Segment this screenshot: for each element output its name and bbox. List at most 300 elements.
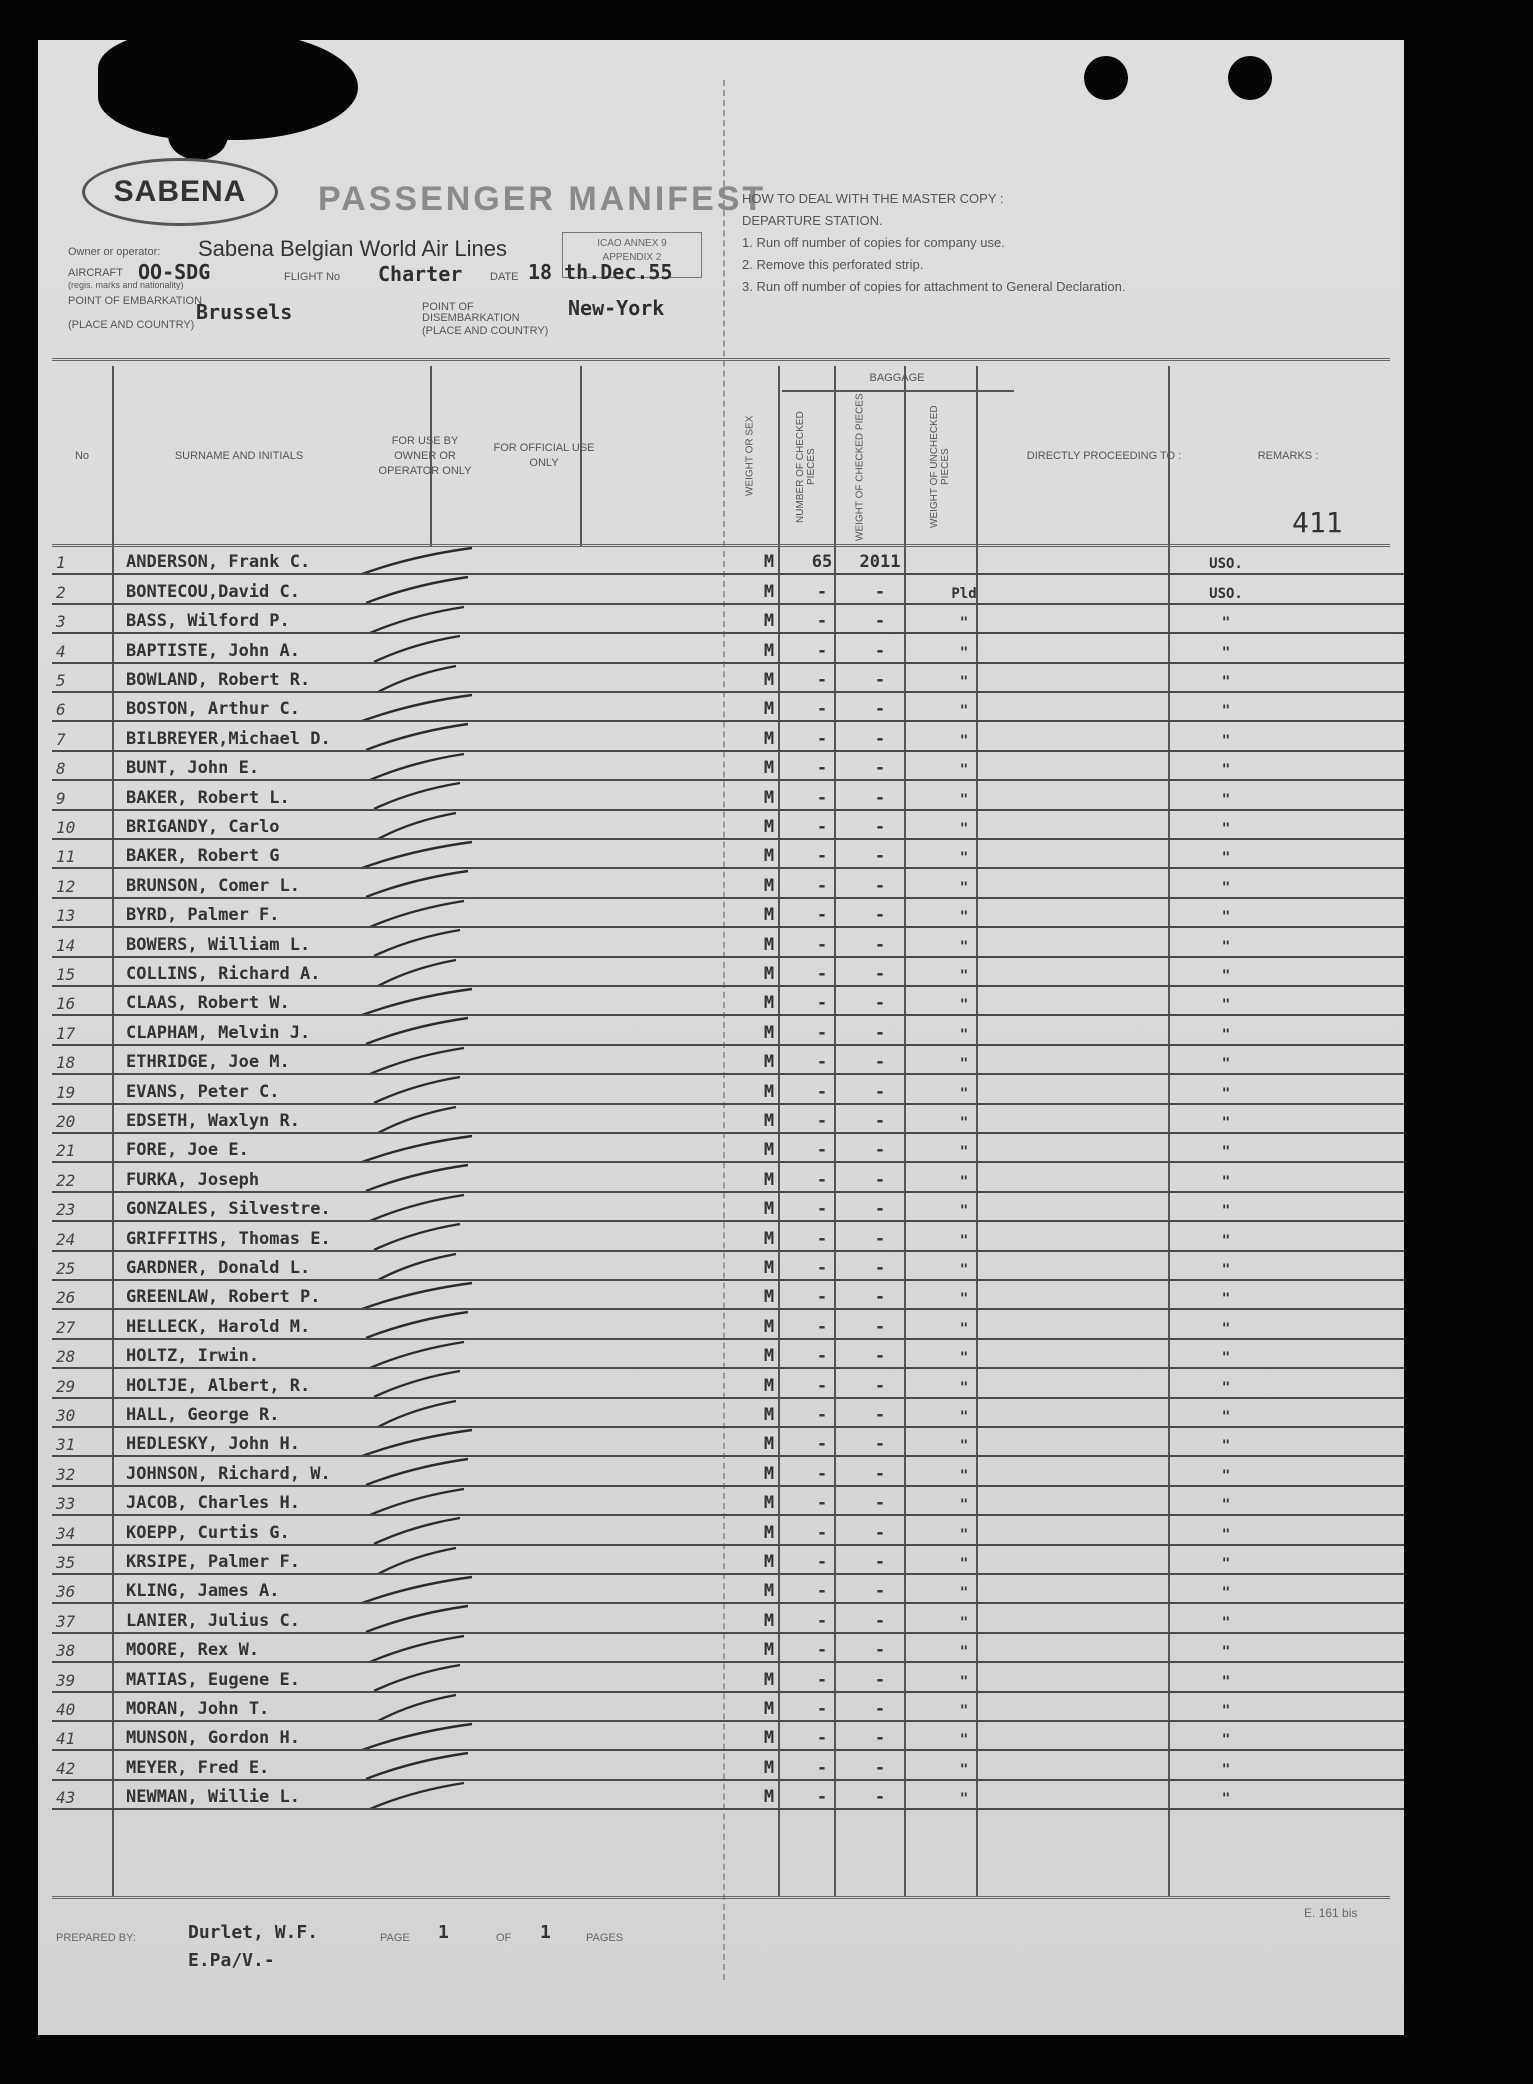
checked-weight: - bbox=[874, 1757, 886, 1778]
remarks: " bbox=[1221, 1056, 1231, 1073]
checked-weight: - bbox=[874, 934, 886, 955]
col-header-proceeding: DIRECTLY PROCEEDING TO : bbox=[1026, 449, 1182, 462]
remarks: " bbox=[1221, 1761, 1231, 1778]
annex-line-1: ICAO ANNEX 9 bbox=[597, 238, 667, 249]
checked-pieces: - bbox=[816, 1551, 828, 1572]
passenger-sex: M bbox=[763, 552, 775, 573]
disembark-value: New-York bbox=[568, 296, 665, 320]
checked-pieces: - bbox=[816, 963, 828, 984]
unchecked-weight: " bbox=[959, 1114, 969, 1131]
passenger-name: BOWLAND, Robert R. bbox=[126, 669, 311, 690]
checked-pieces: - bbox=[816, 1522, 828, 1543]
remarks: " bbox=[1221, 1379, 1231, 1396]
passenger-name: LANIER, Julius C. bbox=[126, 1610, 300, 1631]
remarks: " bbox=[1221, 1732, 1231, 1749]
passenger-sex: M bbox=[763, 1757, 775, 1778]
passenger-sex: M bbox=[763, 1669, 775, 1690]
row-number: 29 bbox=[56, 1376, 76, 1396]
passenger-name: BOWERS, William L. bbox=[126, 934, 311, 955]
checked-pieces: - bbox=[816, 1757, 828, 1778]
passenger-sex: M bbox=[763, 728, 775, 749]
passenger-name: BAKER, Robert L. bbox=[126, 787, 290, 808]
checked-weight: - bbox=[874, 1257, 886, 1278]
row-number: 38 bbox=[56, 1641, 76, 1661]
table-row bbox=[52, 1487, 1404, 1516]
unchecked-weight: " bbox=[959, 1350, 969, 1367]
passenger-name: GONZALES, Silvestre. bbox=[126, 1199, 331, 1220]
remarks: " bbox=[1221, 1261, 1231, 1278]
table-row bbox=[52, 1310, 1404, 1339]
checked-pieces: - bbox=[816, 699, 828, 720]
checked-weight: - bbox=[874, 1551, 886, 1572]
unchecked-weight: " bbox=[959, 1379, 969, 1396]
checked-weight: - bbox=[874, 1375, 886, 1396]
row-number: 1 bbox=[56, 553, 66, 573]
unchecked-weight: " bbox=[959, 997, 969, 1014]
unchecked-weight: " bbox=[959, 1555, 969, 1572]
passenger-name: CLAAS, Robert W. bbox=[126, 993, 290, 1014]
unchecked-weight: " bbox=[959, 1056, 969, 1073]
checked-pieces: - bbox=[816, 1257, 828, 1278]
checked-weight: - bbox=[874, 1228, 886, 1249]
checked-weight: - bbox=[874, 993, 886, 1014]
checked-weight: - bbox=[874, 1640, 886, 1661]
remarks: " bbox=[1221, 1114, 1231, 1131]
checked-pieces: - bbox=[816, 1463, 828, 1484]
row-number: 11 bbox=[56, 847, 76, 867]
checked-weight: - bbox=[874, 1169, 886, 1190]
passenger-name: BASS, Wilford P. bbox=[126, 611, 290, 632]
checked-weight: - bbox=[874, 1787, 886, 1808]
remarks: " bbox=[1221, 1408, 1231, 1425]
row-number: 34 bbox=[56, 1523, 76, 1543]
passenger-name: NEWMAN, Willie L. bbox=[126, 1787, 300, 1808]
passenger-sex: M bbox=[763, 1228, 775, 1249]
row-number: 3 bbox=[56, 612, 66, 632]
of-label: OF bbox=[496, 1932, 512, 1944]
burn-damage bbox=[98, 40, 358, 140]
passenger-sex: M bbox=[763, 699, 775, 720]
passenger-name: HEDLESKY, John H. bbox=[126, 1434, 300, 1455]
checked-weight: - bbox=[874, 905, 886, 926]
unchecked-weight: " bbox=[959, 1173, 969, 1190]
checked-weight: - bbox=[874, 699, 886, 720]
table-row bbox=[52, 575, 1404, 604]
table-row bbox=[52, 546, 1404, 575]
remarks: " bbox=[1221, 820, 1231, 837]
page-value: 1 bbox=[438, 1922, 449, 1943]
remarks: " bbox=[1221, 1350, 1231, 1367]
passenger-name: KLING, James A. bbox=[126, 1581, 280, 1602]
unchecked-weight: " bbox=[959, 1614, 969, 1631]
remarks: " bbox=[1221, 1291, 1231, 1308]
unchecked-weight: " bbox=[959, 762, 969, 779]
unchecked-weight: " bbox=[959, 1291, 969, 1308]
checked-pieces: - bbox=[816, 787, 828, 808]
remarks: " bbox=[1221, 1673, 1231, 1690]
col-header-owner-use: FOR USE BY OWNER OR OPERATOR ONLY bbox=[378, 434, 472, 477]
checked-weight: - bbox=[874, 611, 886, 632]
passenger-name: FORE, Joe E. bbox=[126, 1140, 249, 1161]
passenger-name: HELLECK, Harold M. bbox=[126, 1316, 311, 1337]
owner-value: Sabena Belgian World Air Lines bbox=[198, 236, 508, 261]
checked-weight: - bbox=[874, 581, 886, 602]
remarks: " bbox=[1221, 997, 1231, 1014]
passenger-name: BONTECOU,David C. bbox=[126, 581, 300, 602]
table-row bbox=[52, 1634, 1404, 1663]
passenger-sex: M bbox=[763, 1169, 775, 1190]
checked-pieces: - bbox=[816, 1169, 828, 1190]
passenger-sex: M bbox=[763, 1346, 775, 1367]
remarks: " bbox=[1221, 1644, 1231, 1661]
passenger-name: BRUNSON, Comer L. bbox=[126, 875, 300, 896]
passenger-name: HOLTZ, Irwin. bbox=[126, 1346, 260, 1367]
checked-pieces: - bbox=[816, 758, 828, 779]
passenger-sex: M bbox=[763, 1110, 775, 1131]
remarks: " bbox=[1221, 879, 1231, 896]
flight-value: Charter bbox=[378, 262, 463, 286]
form-number: E. 161 bis bbox=[1304, 1906, 1358, 1920]
checked-pieces: - bbox=[816, 1640, 828, 1661]
row-number: 16 bbox=[56, 994, 76, 1014]
passenger-sex: M bbox=[763, 1022, 775, 1043]
remarks: " bbox=[1221, 791, 1231, 808]
checked-pieces: - bbox=[816, 1787, 828, 1808]
passenger-sex: M bbox=[763, 905, 775, 926]
checked-pieces: - bbox=[816, 1698, 828, 1719]
row-number: 28 bbox=[56, 1347, 76, 1367]
instructions-step-3: 3. Run off number of copies for attachment to General Declaration. bbox=[742, 279, 1126, 294]
passenger-sex: M bbox=[763, 1375, 775, 1396]
annex-line-2: APPENDIX 2 bbox=[602, 252, 662, 263]
instructions-step-1: 1. Run off number of copies for company use. bbox=[742, 235, 1005, 250]
row-number: 42 bbox=[56, 1758, 76, 1778]
table-row bbox=[52, 899, 1404, 928]
unchecked-weight: " bbox=[959, 1203, 969, 1220]
passenger-sex: M bbox=[763, 875, 775, 896]
remarks: " bbox=[1221, 1320, 1231, 1337]
checked-pieces: - bbox=[816, 905, 828, 926]
row-number: 33 bbox=[56, 1494, 76, 1514]
checked-pieces: - bbox=[816, 1287, 828, 1308]
burn-damage-2 bbox=[168, 110, 228, 160]
row-number: 5 bbox=[56, 670, 66, 690]
checked-pieces: - bbox=[816, 1493, 828, 1514]
remarks: USO. bbox=[1209, 585, 1243, 602]
remarks: " bbox=[1221, 732, 1231, 749]
table-row bbox=[52, 869, 1404, 898]
unchecked-weight: " bbox=[959, 1673, 969, 1690]
checked-pieces: - bbox=[816, 1316, 828, 1337]
remarks: " bbox=[1221, 644, 1231, 661]
remarks: " bbox=[1221, 762, 1231, 779]
unchecked-weight: " bbox=[959, 1761, 969, 1778]
handwritten-page-number: 411 bbox=[1292, 506, 1343, 539]
row-number: 25 bbox=[56, 1258, 76, 1278]
checked-pieces: - bbox=[816, 846, 828, 867]
passenger-sex: M bbox=[763, 846, 775, 867]
department-code: E.Pa/V.- bbox=[188, 1950, 275, 1971]
checked-weight: - bbox=[874, 1463, 886, 1484]
row-number: 30 bbox=[56, 1405, 76, 1425]
row-number: 15 bbox=[56, 964, 76, 984]
remarks: " bbox=[1221, 1791, 1231, 1808]
row-number: 17 bbox=[56, 1023, 76, 1043]
passenger-sex: M bbox=[763, 934, 775, 955]
checked-weight: - bbox=[874, 1669, 886, 1690]
table-row bbox=[52, 1516, 1404, 1545]
checked-pieces: - bbox=[816, 1199, 828, 1220]
table-row bbox=[52, 1604, 1404, 1633]
checked-weight: - bbox=[874, 1404, 886, 1425]
passenger-name: KOEPP, Curtis G. bbox=[126, 1522, 290, 1543]
disembark-label: POINT OF DISEMBARKATION bbox=[422, 301, 520, 324]
checked-weight: - bbox=[874, 1316, 886, 1337]
table-row bbox=[52, 1369, 1404, 1398]
checked-pieces: - bbox=[816, 1346, 828, 1367]
passenger-sex: M bbox=[763, 640, 775, 661]
aircraft-label: AIRCRAFT bbox=[68, 267, 123, 279]
row-number: 35 bbox=[56, 1552, 76, 1572]
remarks: " bbox=[1221, 1085, 1231, 1102]
row-number: 24 bbox=[56, 1229, 76, 1249]
passenger-name: COLLINS, Richard A. bbox=[126, 963, 321, 984]
checked-pieces: - bbox=[816, 1728, 828, 1749]
table-row bbox=[52, 811, 1404, 840]
checked-pieces: - bbox=[816, 1404, 828, 1425]
row-number: 26 bbox=[56, 1288, 76, 1308]
passenger-sex: M bbox=[763, 963, 775, 984]
passenger-sex: M bbox=[763, 993, 775, 1014]
row-number: 32 bbox=[56, 1464, 76, 1484]
embark-sub-label: (PLACE AND COUNTRY) bbox=[68, 319, 195, 331]
unchecked-weight: " bbox=[959, 1026, 969, 1043]
table-row bbox=[52, 664, 1404, 693]
unchecked-weight: " bbox=[959, 1467, 969, 1484]
checked-weight: - bbox=[874, 1346, 886, 1367]
table-row bbox=[52, 722, 1404, 751]
row-number: 2 bbox=[56, 582, 66, 602]
passenger-sex: M bbox=[763, 1316, 775, 1337]
unchecked-weight: Pld bbox=[951, 585, 977, 602]
checked-weight: - bbox=[874, 787, 886, 808]
passenger-name: HOLTJE, Albert, R. bbox=[126, 1375, 311, 1396]
passenger-sex: M bbox=[763, 787, 775, 808]
row-number: 8 bbox=[56, 759, 66, 779]
passenger-sex: M bbox=[763, 1581, 775, 1602]
passenger-name: MOORE, Rex W. bbox=[126, 1640, 260, 1661]
checked-weight: - bbox=[874, 1022, 886, 1043]
pages-label: PAGES bbox=[586, 1932, 624, 1944]
remarks: " bbox=[1221, 967, 1231, 984]
remarks: " bbox=[1221, 1173, 1231, 1190]
col-header-unchecked: WEIGHT OF UNCHECKED PIECES bbox=[929, 405, 951, 529]
unchecked-weight: " bbox=[959, 1791, 969, 1808]
col-header-baggage: BAGGAGE bbox=[869, 371, 925, 384]
passenger-name: MUNSON, Gordon H. bbox=[126, 1728, 300, 1749]
flight-label: FLIGHT No bbox=[284, 271, 341, 283]
checked-weight: - bbox=[874, 875, 886, 896]
prepared-by-value: Durlet, W.F. bbox=[188, 1922, 319, 1943]
row-number: 10 bbox=[56, 817, 76, 837]
checked-weight: - bbox=[874, 1522, 886, 1543]
table-row bbox=[52, 1428, 1404, 1457]
passenger-name: MORAN, John T. bbox=[126, 1698, 270, 1719]
passenger-sex: M bbox=[763, 1728, 775, 1749]
row-number: 18 bbox=[56, 1053, 76, 1073]
embark-label: POINT OF EMBARKATION bbox=[68, 295, 203, 307]
row-number: 4 bbox=[56, 641, 66, 661]
col-header-no: No bbox=[74, 449, 90, 462]
table-row bbox=[52, 928, 1404, 957]
row-number: 6 bbox=[56, 700, 66, 720]
passenger-sex: M bbox=[763, 1404, 775, 1425]
checked-weight: - bbox=[874, 1728, 886, 1749]
table-row bbox=[52, 1075, 1404, 1104]
unchecked-weight: " bbox=[959, 1526, 969, 1543]
instructions-step-2: 2. Remove this perforated strip. bbox=[742, 257, 924, 272]
unchecked-weight: " bbox=[959, 879, 969, 896]
row-number: 37 bbox=[56, 1611, 76, 1631]
passenger-sex: M bbox=[763, 1052, 775, 1073]
passenger-name: BAPTISTE, John A. bbox=[126, 640, 300, 661]
passenger-name: BOSTON, Arthur C. bbox=[126, 699, 300, 720]
manifest-sheet bbox=[38, 40, 1404, 2035]
passenger-sex: M bbox=[763, 1640, 775, 1661]
passenger-sex: M bbox=[763, 581, 775, 602]
col-header-sex: WEIGHT OR SEX bbox=[744, 415, 756, 497]
table-row bbox=[52, 1457, 1404, 1486]
passenger-name: GREENLAW, Robert P. bbox=[126, 1287, 321, 1308]
row-number: 40 bbox=[56, 1699, 76, 1719]
table-row bbox=[52, 634, 1404, 663]
master-copy-instructions bbox=[742, 188, 1362, 298]
passenger-name: BUNT, John E. bbox=[126, 758, 260, 779]
checked-weight: - bbox=[874, 758, 886, 779]
passenger-sex: M bbox=[763, 1081, 775, 1102]
passenger-name: HALL, George R. bbox=[126, 1404, 280, 1425]
checked-pieces: - bbox=[816, 1110, 828, 1131]
passenger-sex: M bbox=[763, 669, 775, 690]
row-number: 36 bbox=[56, 1582, 76, 1602]
row-number: 13 bbox=[56, 906, 76, 926]
header-rule bbox=[52, 358, 1390, 361]
col-header-name: SURNAME AND INITIALS bbox=[174, 449, 304, 462]
unchecked-weight: " bbox=[959, 1644, 969, 1661]
of-value: 1 bbox=[540, 1922, 551, 1943]
table-row bbox=[52, 1693, 1404, 1722]
sabena-logo: SABENA bbox=[82, 158, 278, 226]
unchecked-weight: " bbox=[959, 1261, 969, 1278]
col-header-official: FOR OFFICIAL USE ONLY bbox=[493, 442, 595, 469]
baggage-divider bbox=[782, 390, 1014, 392]
row-number: 39 bbox=[56, 1670, 76, 1690]
table-row bbox=[52, 1399, 1404, 1428]
table-row bbox=[52, 1340, 1404, 1369]
col-header-weight: WEIGHT OF CHECKED PIECES bbox=[854, 393, 866, 541]
table-row bbox=[52, 1546, 1404, 1575]
passenger-name: BYRD, Palmer F. bbox=[126, 905, 280, 926]
checked-weight: - bbox=[874, 1199, 886, 1220]
checked-pieces: - bbox=[816, 640, 828, 661]
row-number: 9 bbox=[56, 788, 66, 808]
unchecked-weight: " bbox=[959, 1320, 969, 1337]
row-number: 23 bbox=[56, 1200, 76, 1220]
passenger-name: JOHNSON, Richard, W. bbox=[126, 1463, 331, 1484]
checked-pieces: - bbox=[816, 816, 828, 837]
unchecked-weight: " bbox=[959, 1585, 969, 1602]
passenger-name: GARDNER, Donald L. bbox=[126, 1257, 311, 1278]
remarks: " bbox=[1221, 1555, 1231, 1572]
table-row bbox=[52, 1781, 1404, 1810]
aircraft-sub-label: (regis. marks and nationality) bbox=[68, 280, 184, 290]
unchecked-weight: " bbox=[959, 1144, 969, 1161]
passenger-sex: M bbox=[763, 1434, 775, 1455]
instructions-heading: HOW TO DEAL WITH THE MASTER COPY : bbox=[742, 191, 1004, 206]
document-title: PASSENGER MANIFEST bbox=[318, 180, 767, 218]
col-header-pieces: NUMBER OF CHECKED PIECES bbox=[795, 411, 817, 523]
remarks: " bbox=[1221, 938, 1231, 955]
remarks: " bbox=[1221, 1026, 1231, 1043]
aircraft-value: OO-SDG bbox=[138, 260, 211, 284]
remarks: " bbox=[1221, 850, 1231, 867]
remarks: " bbox=[1221, 1144, 1231, 1161]
row-number: 41 bbox=[56, 1729, 76, 1749]
checked-pieces: - bbox=[816, 1228, 828, 1249]
date-label: DATE bbox=[490, 271, 519, 283]
remarks: " bbox=[1221, 1438, 1231, 1455]
remarks: USO. bbox=[1209, 556, 1243, 573]
checked-weight: - bbox=[874, 1493, 886, 1514]
checked-pieces: - bbox=[816, 611, 828, 632]
remarks: " bbox=[1221, 1585, 1231, 1602]
unchecked-weight: " bbox=[959, 732, 969, 749]
checked-weight: - bbox=[874, 1287, 886, 1308]
passenger-name: ETHRIDGE, Joe M. bbox=[126, 1052, 290, 1073]
unchecked-weight: " bbox=[959, 967, 969, 984]
remarks: " bbox=[1221, 1526, 1231, 1543]
remarks: " bbox=[1221, 1702, 1231, 1719]
owner-label: Owner or operator: bbox=[68, 246, 161, 258]
checked-weight: - bbox=[874, 1052, 886, 1073]
passenger-name: JACOB, Charles H. bbox=[126, 1493, 300, 1514]
passenger-name: GRIFFITHS, Thomas E. bbox=[126, 1228, 331, 1249]
passenger-sex: M bbox=[763, 816, 775, 837]
table-row bbox=[52, 987, 1404, 1016]
passenger-name: MEYER, Fred E. bbox=[126, 1757, 270, 1778]
row-number: 27 bbox=[56, 1317, 76, 1337]
table-row bbox=[52, 1281, 1404, 1310]
checked-pieces: - bbox=[816, 1052, 828, 1073]
prepared-by-label: PREPARED BY: bbox=[56, 1932, 136, 1944]
passenger-name: CLAPHAM, Melvin J. bbox=[126, 1022, 311, 1043]
checked-weight: - bbox=[874, 1140, 886, 1161]
checked-pieces: - bbox=[816, 1669, 828, 1690]
grid-line bbox=[430, 366, 432, 546]
passenger-sex: M bbox=[763, 1610, 775, 1631]
passenger-sex: M bbox=[763, 1199, 775, 1220]
checked-pieces: - bbox=[816, 1140, 828, 1161]
checked-weight: - bbox=[874, 1698, 886, 1719]
row-number: 22 bbox=[56, 1170, 76, 1190]
passenger-name: BRIGANDY, Carlo bbox=[126, 816, 280, 837]
unchecked-weight: " bbox=[959, 1438, 969, 1455]
date-value: 18 th.Dec.55 bbox=[528, 260, 673, 284]
table-row bbox=[52, 1222, 1404, 1251]
table-row bbox=[52, 1751, 1404, 1780]
remarks: " bbox=[1221, 909, 1231, 926]
checked-weight: - bbox=[874, 669, 886, 690]
